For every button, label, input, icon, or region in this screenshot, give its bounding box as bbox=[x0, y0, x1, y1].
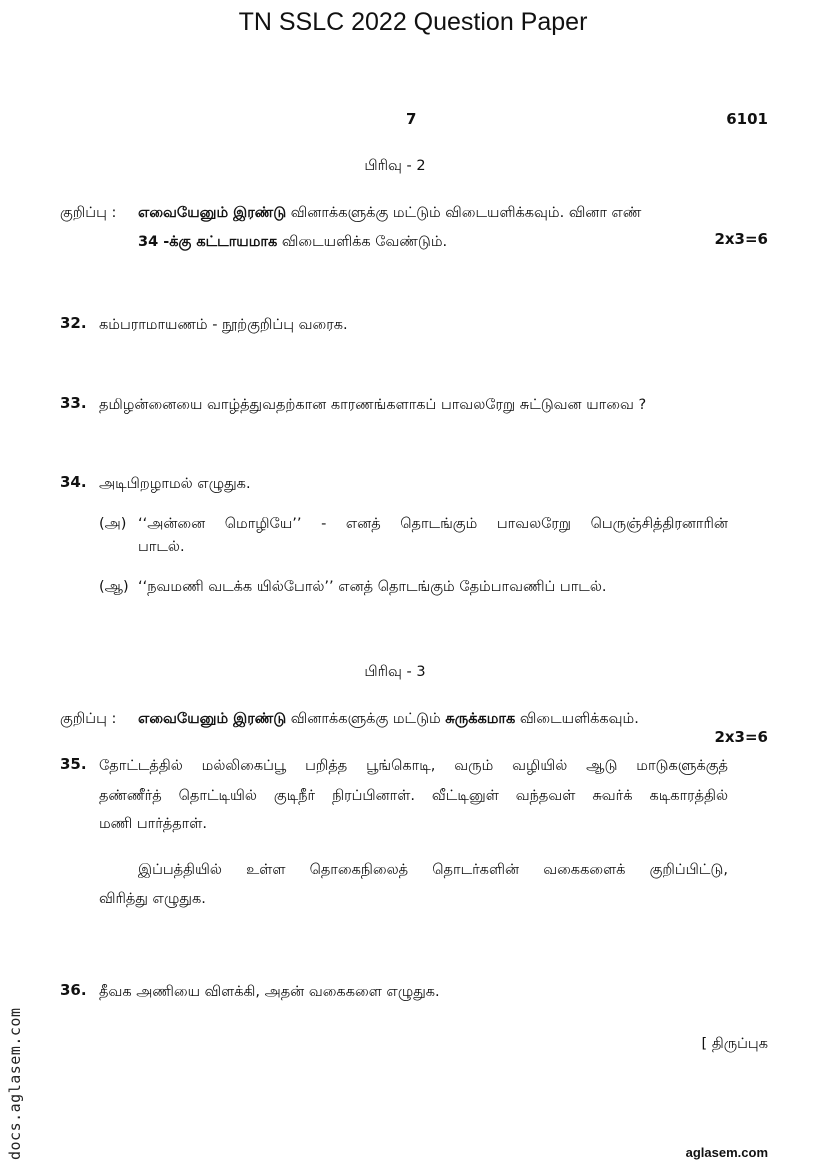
section-3-marks: 2x3=6 bbox=[714, 728, 768, 746]
question-33-text: தமிழன்னையை வாழ்த்துவதற்கான காரணங்களாகப் பாவலரேறு சுட்டுவன யாவை ? bbox=[99, 397, 647, 413]
question-35-line3: மணி பார்த்தாள். bbox=[99, 816, 207, 832]
footer-brand: aglasem.com bbox=[685, 1145, 768, 1160]
page-title: TN SSLC 2022 Question Paper bbox=[238, 8, 588, 36]
question-34-b-label: (ஆ) bbox=[99, 579, 129, 595]
question-34-b-text: ‘‘நவமணி வடக்க யில்போல்’’ எனத் தொடங்கும் தேம்பாவணிப் பாடல். bbox=[138, 579, 607, 595]
turn-over-note: [ திருப்புக bbox=[701, 1036, 768, 1052]
question-number-33: 33. bbox=[60, 394, 87, 412]
note-text: வினாக்களுக்கு மட்டும் விடையளிக்கவும். வினா எண் bbox=[286, 205, 642, 221]
question-35-paragraph2-line2: விரித்து எழுதுக. bbox=[99, 891, 206, 907]
note-text: விடையளிக்கவும். bbox=[515, 711, 639, 727]
question-number-36: 36. bbox=[60, 981, 87, 999]
question-35-paragraph2-line1: இப்பத்தியில் உள்ள தொகைநிலைத் தொடர்களின் வகைகளைக் குறிப்பிட்டு, bbox=[138, 862, 728, 878]
note-text: வினாக்களுக்கு மட்டும் bbox=[286, 711, 446, 727]
page-number: 7 bbox=[406, 110, 417, 128]
section-3-note-line1 bbox=[138, 707, 639, 731]
question-number-34: 34. bbox=[60, 473, 87, 491]
note-bold-text: 34 -க்கு கட்டாயமாக bbox=[138, 234, 278, 250]
section-2-note-line2 bbox=[138, 230, 447, 254]
question-35-line1: தோட்டத்தில் மல்லிகைப்பூ பறித்த பூங்கொடி, வரும் வழியில் ஆடு மாடுகளுக்குத் bbox=[99, 758, 728, 774]
section-3-note-label: குறிப்பு : bbox=[60, 711, 117, 727]
side-watermark: docs.aglasem.com bbox=[6, 1007, 24, 1160]
question-34-text: அடிபிறழாமல் எழுதுக. bbox=[99, 476, 251, 492]
section-2-note-line1 bbox=[138, 201, 738, 225]
paper-code: 6101 bbox=[726, 110, 768, 128]
note-bold-text: எவையேனும் இரண்டு bbox=[138, 711, 287, 727]
section-2-marks: 2x3=6 bbox=[714, 230, 768, 248]
section-3-heading: பிரிவு - 3 bbox=[364, 664, 426, 680]
question-number-32: 32. bbox=[60, 314, 87, 332]
section-2-note-label: குறிப்பு : bbox=[60, 205, 117, 221]
note-text: விடையளிக்க வேண்டும். bbox=[277, 234, 448, 250]
question-34-a-label: (அ) bbox=[99, 516, 127, 532]
note-bold-text: எவையேனும் இரண்டு bbox=[138, 205, 287, 221]
question-34-a-line2: பாடல். bbox=[138, 539, 185, 555]
section-2-heading: பிரிவு - 2 bbox=[364, 158, 426, 174]
question-34-a-line1: ‘‘அன்னை மொழியே’’ - எனத் தொடங்கும் பாவலரேறு பெருஞ்சித்திரனாரின் bbox=[138, 516, 728, 532]
question-36-text: தீவக அணியை விளக்கி, அதன் வகைகளை எழுதுக. bbox=[99, 984, 440, 1000]
question-number-35: 35. bbox=[60, 755, 87, 773]
note-bold-text: சுருக்கமாக bbox=[445, 711, 516, 727]
question-35-line2: தண்ணீர்த் தொட்டியில் குடிநீர் நிரப்பினாள். வீட்டினுள் வந்தவள் சுவர்க் கடிகாரத்தில் bbox=[99, 788, 728, 804]
question-32-text: கம்பராமாயணம் - நூற்குறிப்பு வரைக. bbox=[99, 317, 348, 333]
